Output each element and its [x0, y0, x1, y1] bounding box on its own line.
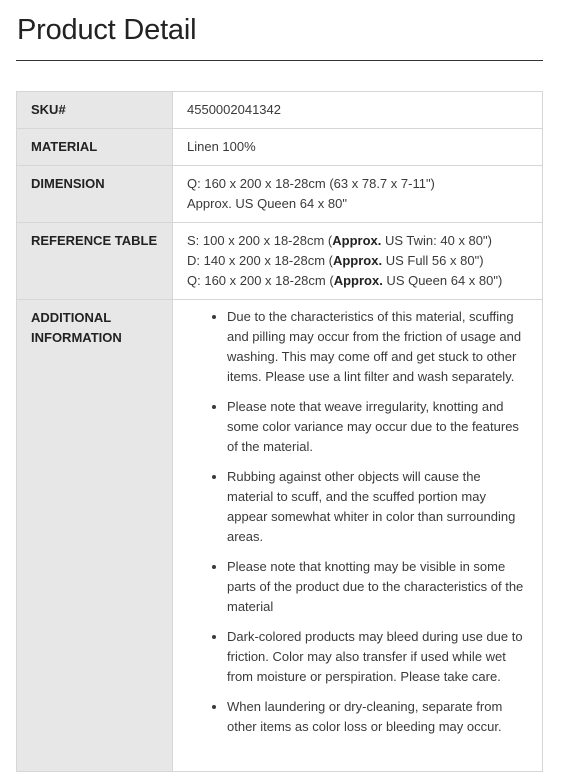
- reference-size-text: D: 140 x 200 x 18-28cm (: [187, 253, 333, 268]
- reference-line-s: [187, 231, 528, 251]
- table-row-material: [17, 129, 543, 166]
- table-row-sku: [17, 92, 543, 129]
- dimension-line: Q: 160 x 200 x 18-28cm (63 x 78.7 x 7-11"): [187, 176, 435, 191]
- list-item: • Rubbing against other objects will cause the material to scuff, and the scuffed portion may appear somewhat whiter in color than surrounding areas.: [227, 467, 532, 547]
- additional-information-value: [173, 300, 543, 772]
- reference-table-value: [173, 223, 543, 300]
- care-list: [187, 307, 532, 737]
- reference-us-size: US Twin: 40 x 80"): [381, 233, 492, 248]
- list-item: • Due to the characteristics of this material, scuffing and pilling may occur from the friction of usage and washing. This may come off and get stuck to other items. Please use a lint filter and wash separately.: [227, 307, 532, 387]
- table-row-dimension: [17, 166, 543, 223]
- reference-size-text: S: 100 x 200 x 18-28cm (: [187, 233, 333, 248]
- label-line: ADDITIONAL: [31, 310, 112, 325]
- table-row-reference: [17, 223, 543, 300]
- product-detail-table: [16, 91, 543, 772]
- reference-size-text: Q: 160 x 200 x 18-28cm (: [187, 273, 334, 288]
- list-item: • Please note that weave irregularity, knotting and some color variance may occur due to the features of the material.: [227, 397, 532, 457]
- list-item: • Please note that knotting may be visible in some parts of the product due to the characteristics of the material: [227, 557, 532, 617]
- dimension-line: Approx. US Queen 64 x 80": [187, 196, 347, 211]
- title-divider: [16, 60, 543, 61]
- list-item: • Dark-colored products may bleed during use due to friction. Color may also transfer if used while wet from moisture or perspiration. Please take care.: [227, 627, 532, 687]
- approx-label: Approx.: [332, 253, 383, 268]
- dimension-label: DIMENSION: [17, 166, 173, 223]
- list-item: • When laundering or dry-cleaning, separate from other items as color loss or bleeding may occur.: [227, 697, 532, 737]
- reference-us-size: US Full 56 x 80"): [382, 253, 484, 268]
- label-line: INFORMATION: [31, 330, 122, 345]
- page-title: Product Detail: [17, 14, 197, 46]
- approx-label: Approx.: [332, 233, 382, 248]
- reference-line-d: [187, 251, 528, 271]
- dimension-value: [173, 166, 543, 223]
- additional-information-label: [17, 300, 173, 772]
- sku-label: SKU#: [17, 92, 173, 129]
- table-row-additional: [17, 300, 543, 772]
- reference-table-label: REFERENCE TABLE: [17, 223, 173, 300]
- material-value: Linen 100%: [173, 129, 543, 166]
- reference-us-size: US Queen 64 x 80"): [382, 273, 503, 288]
- sku-value: 4550002041342: [173, 92, 543, 129]
- material-label: MATERIAL: [17, 129, 173, 166]
- reference-line-q: [187, 271, 528, 291]
- approx-label: Approx.: [333, 273, 383, 288]
